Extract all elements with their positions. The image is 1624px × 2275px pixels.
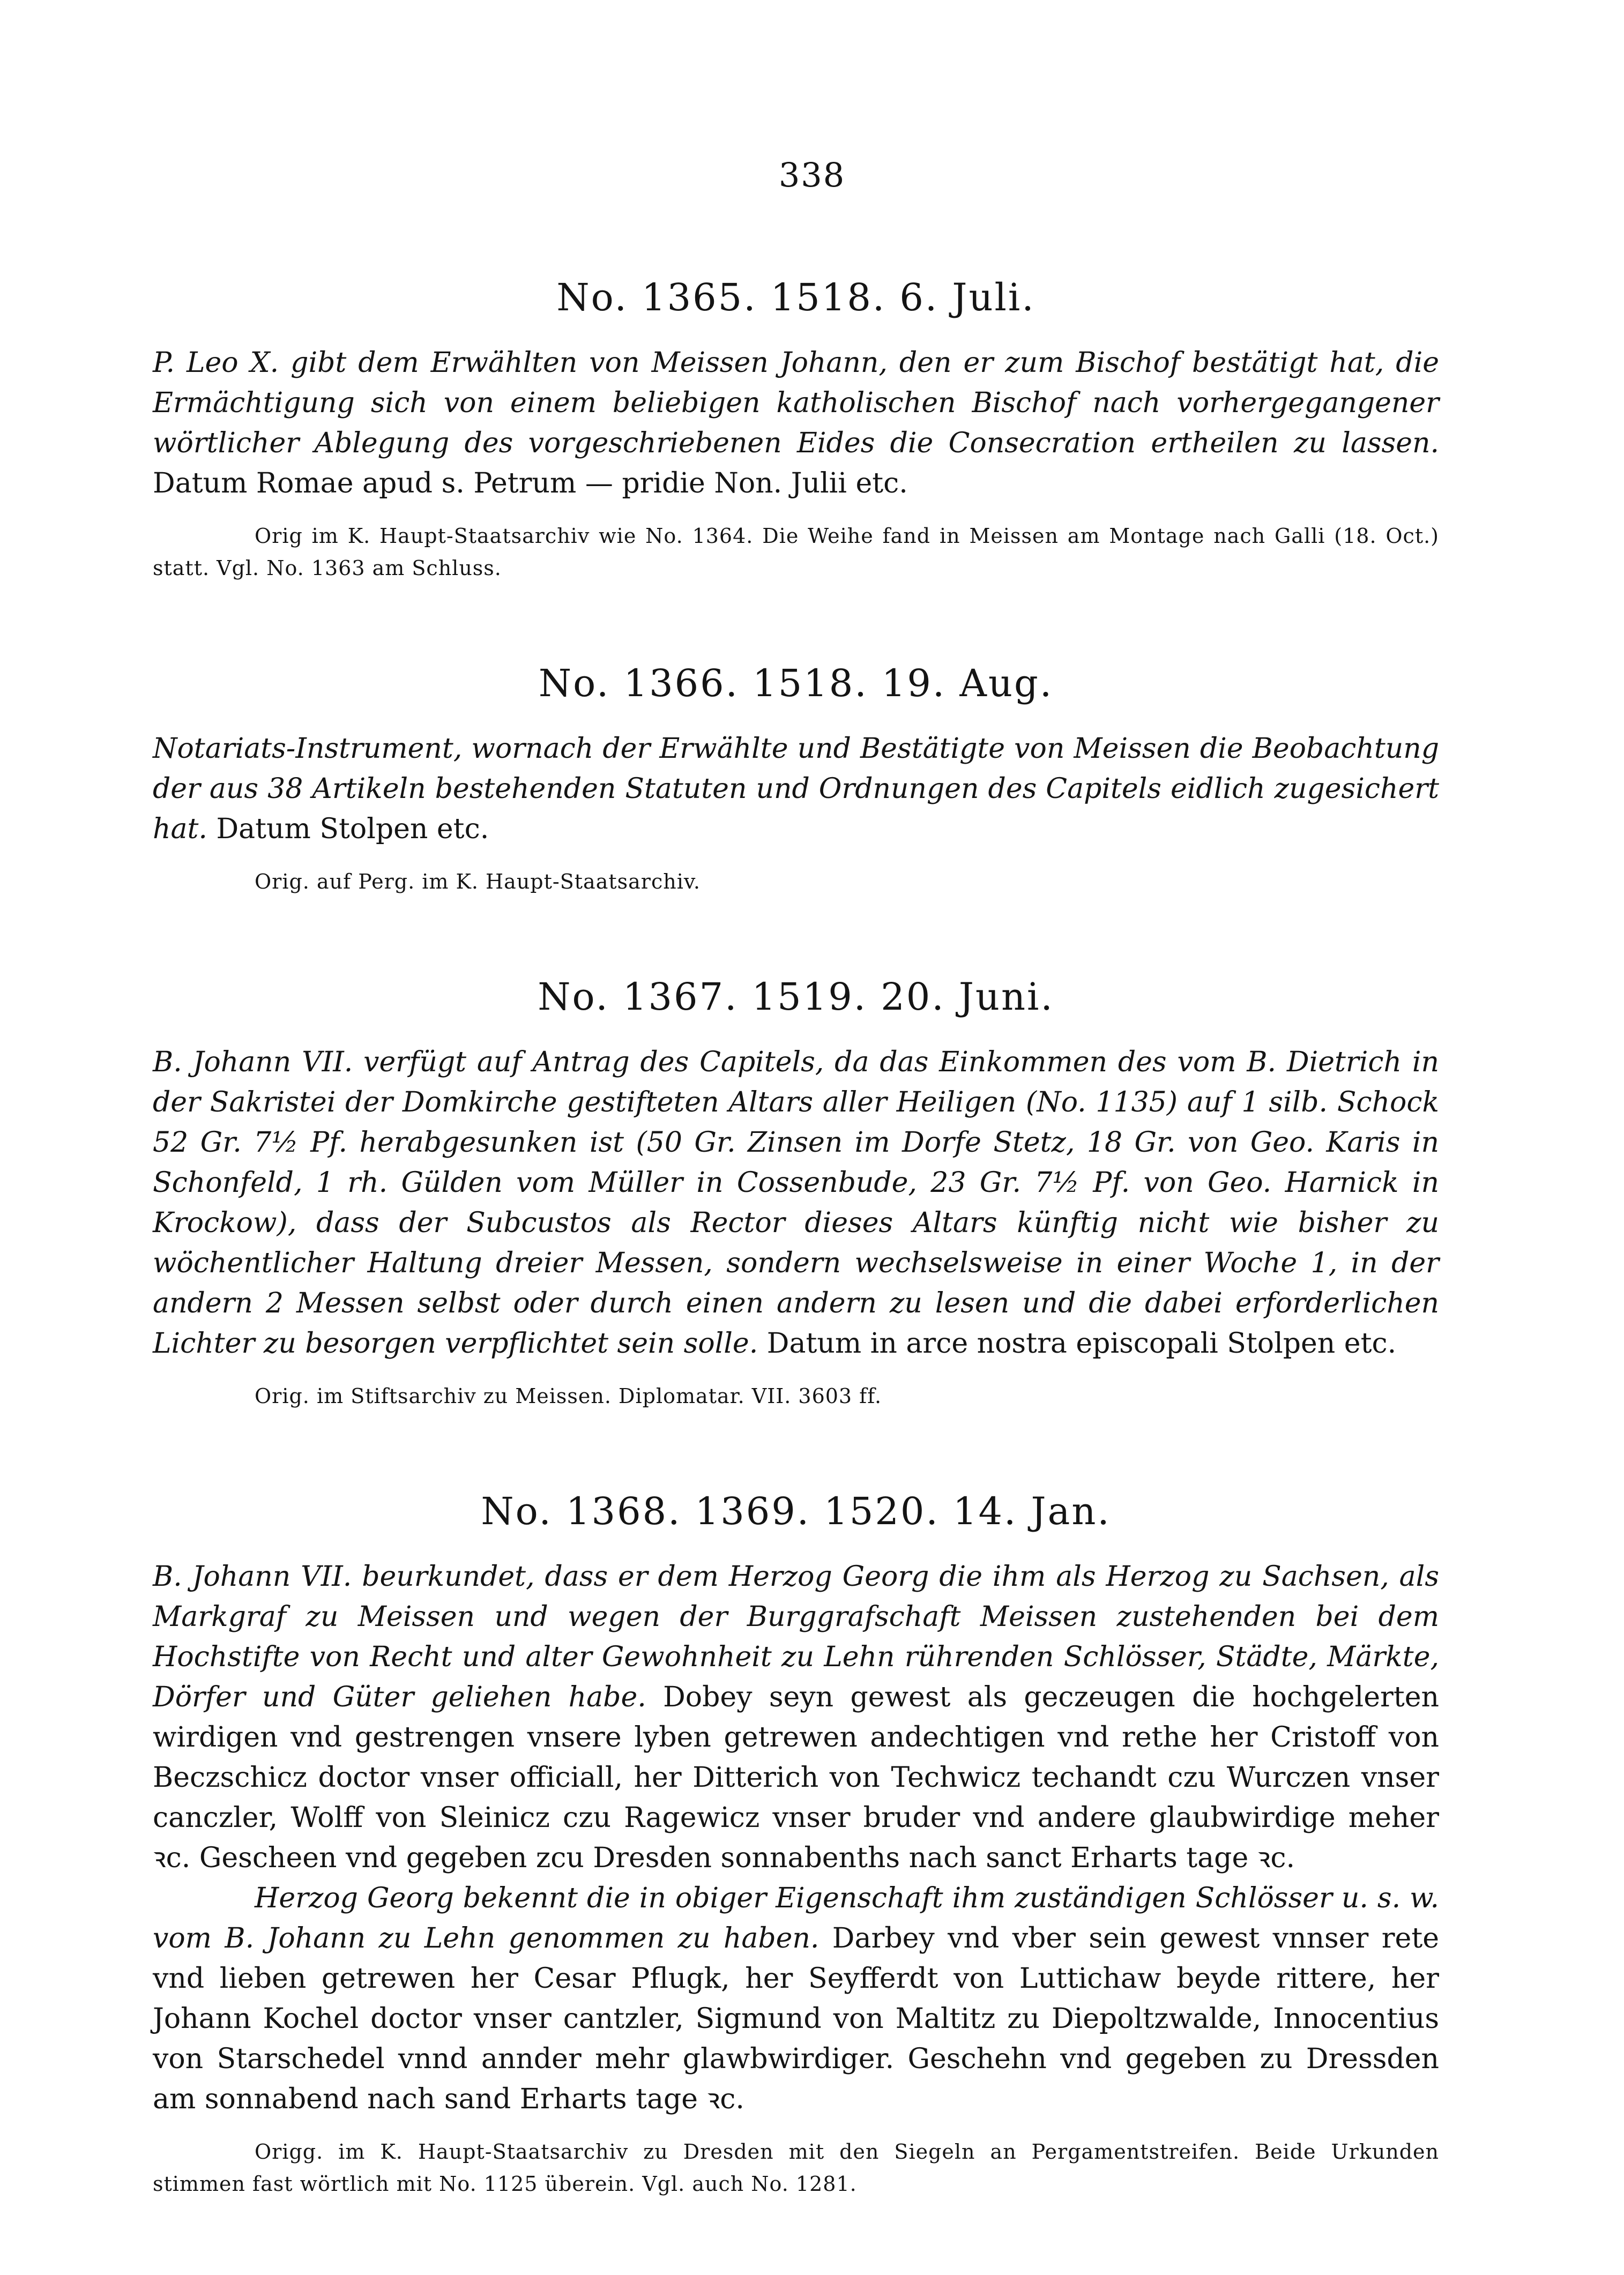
page-number: 338: [778, 155, 846, 195]
entry-1367: [153, 973, 1439, 1412]
entry-heading: No. 1368. 1369. 1520. 14. Jan.: [481, 1489, 1111, 1533]
summary-roman: Dobey seyn gewest als geczeugen die hochgelerten wirdigen vnd gestrengen vnsere lyben getrewen andechtigen vnd rethe her Cristoff von Beczschicz doctor vnser officiall, her Ditterich von Techwicz techandt czu Wurczen vnser canczler, Wolff von Sleinicz czu Ragewicz vnser bruder vnd andere glaubwirdige meher ꝛc. Gescheen vnd gegeben zcu Dresden sonnabenths nach sanct Erharts tage ꝛc.: [153, 1681, 1439, 1874]
entry-heading: No. 1366. 1518. 19. Aug.: [538, 661, 1054, 705]
page-content: [153, 273, 1439, 2200]
entry-summary: [153, 1557, 1439, 1878]
source-note: Origg. im K. Haupt-Staatsarchiv zu Dresden mit den Siegeln an Pergamentstreifen. Beide Urkunden stimmen fast wörtlich mit No. 1125 überein. Vgl. auch No. 1281.: [153, 2140, 1439, 2196]
summary-italic: B. Johann VII. verfügt auf Antrag des Capitels, da das Einkommen des vom B. Dietrich in der Sakristei der Domkirche gestifteten Altars aller Heiligen (No. 1135) auf 1 silb. Schock 52 Gr. 7½ Pf. herabgesunken ist (50 Gr. Zinsen im Dorfe Stetz, 18 Gr. von Geo. Karis in Schonfeld, 1 rh. Gülden vom Müller in Cossenbude, 23 Gr. 7½ Pf. von Geo. Harnick in Krockow), dass der Subcustos als Rector dieses Altars künftig nicht wie bisher zu wöchentlicher Haltung dreier Messen, sondern wechselsweise in einer Woche 1, in der andern 2 Messen selbst oder durch einen andern zu lesen und die dabei erforderlichen Lichter zu besorgen verpflichtet sein solle.: [153, 1046, 1439, 1360]
summary-roman: Datum Stolpen etc.: [207, 813, 489, 845]
entry-1366: [153, 659, 1439, 898]
summary-italic: P. Leo X. gibt dem Erwählten von Meissen Johann, den er zum Bischof bestätigt hat, die Ermächtigung sich von einem beliebigen katholischen Bischof nach vorhergegangener wörtlicher Ablegung des vorgeschriebenen Eides die Consecration ertheilen zu lassen.: [153, 347, 1439, 459]
entry-summary-second: [153, 1878, 1439, 2120]
source-note: Orig im K. Haupt-Staatsarchiv wie No. 1364. Die Weihe fand in Meissen am Montage nach Galli (18. Oct.) statt. Vgl. No. 1363 am Schluss.: [153, 524, 1439, 580]
summary-roman: Datum Romae apud s. Petrum — pridie Non. Julii etc.: [153, 467, 908, 499]
entry-summary: [153, 1042, 1439, 1364]
entry-summary: [153, 343, 1439, 504]
entry-summary: [153, 729, 1439, 849]
summary-italic: Notariats-Instrument, wornach der Erwählte und Bestätigte von Meissen die Beobachtung der aus 38 Artikeln bestehenden Statuten und Ordnungen des Capitels eidlich zugesichert hat.: [153, 733, 1439, 845]
summary-roman: Darbey vnd vber sein gewest vnnser rete vnd lieben getrewen her Cesar Pflugk, her Seyfferdt von Luttichaw beyde rittere, her Johann Kochel doctor vnser cantzler, Sigmund von Maltitz zu Diepoltzwalde, Innocentius von Starschedel vnnd annder mehr glawbwirdiger. Geschehn vnd gegeben zu Dressden am sonnabend nach sand Erharts tage ꝛc.: [153, 1922, 1439, 2115]
summary-italic: Herzog Georg bekennt die in obiger Eigenschaft ihm zuständigen Schlösser u. s. w. vom B. Johann zu Lehn genommen zu haben.: [153, 1882, 1439, 1955]
summary-italic: B. Johann VII. beurkundet, dass er dem Herzog Georg die ihm als Herzog zu Sachsen, als Markgraf zu Meissen und wegen der Burggrafschaft Meissen zustehenden bei dem Hochstifte von Recht und alter Gewohnheit zu Lehn rührenden Schlösser, Städte, Märkte, Dörfer und Güter geliehen habe.: [153, 1561, 1439, 1713]
source-note: Orig. im Stiftsarchiv zu Meissen. Diplomatar. VII. 3603 ff.: [255, 1384, 882, 1408]
entry-1368-1369: [153, 1487, 1439, 2200]
entry-heading: No. 1365. 1518. 6. Juli.: [556, 275, 1036, 319]
entry-heading: No. 1367. 1519. 20. Juni.: [538, 975, 1054, 1019]
summary-roman: Datum in arce nostra episcopali Stolpen etc.: [758, 1327, 1397, 1360]
source-note: Orig. auf Perg. im K. Haupt-Staatsarchiv.: [255, 870, 701, 893]
entry-1365: [153, 273, 1439, 584]
